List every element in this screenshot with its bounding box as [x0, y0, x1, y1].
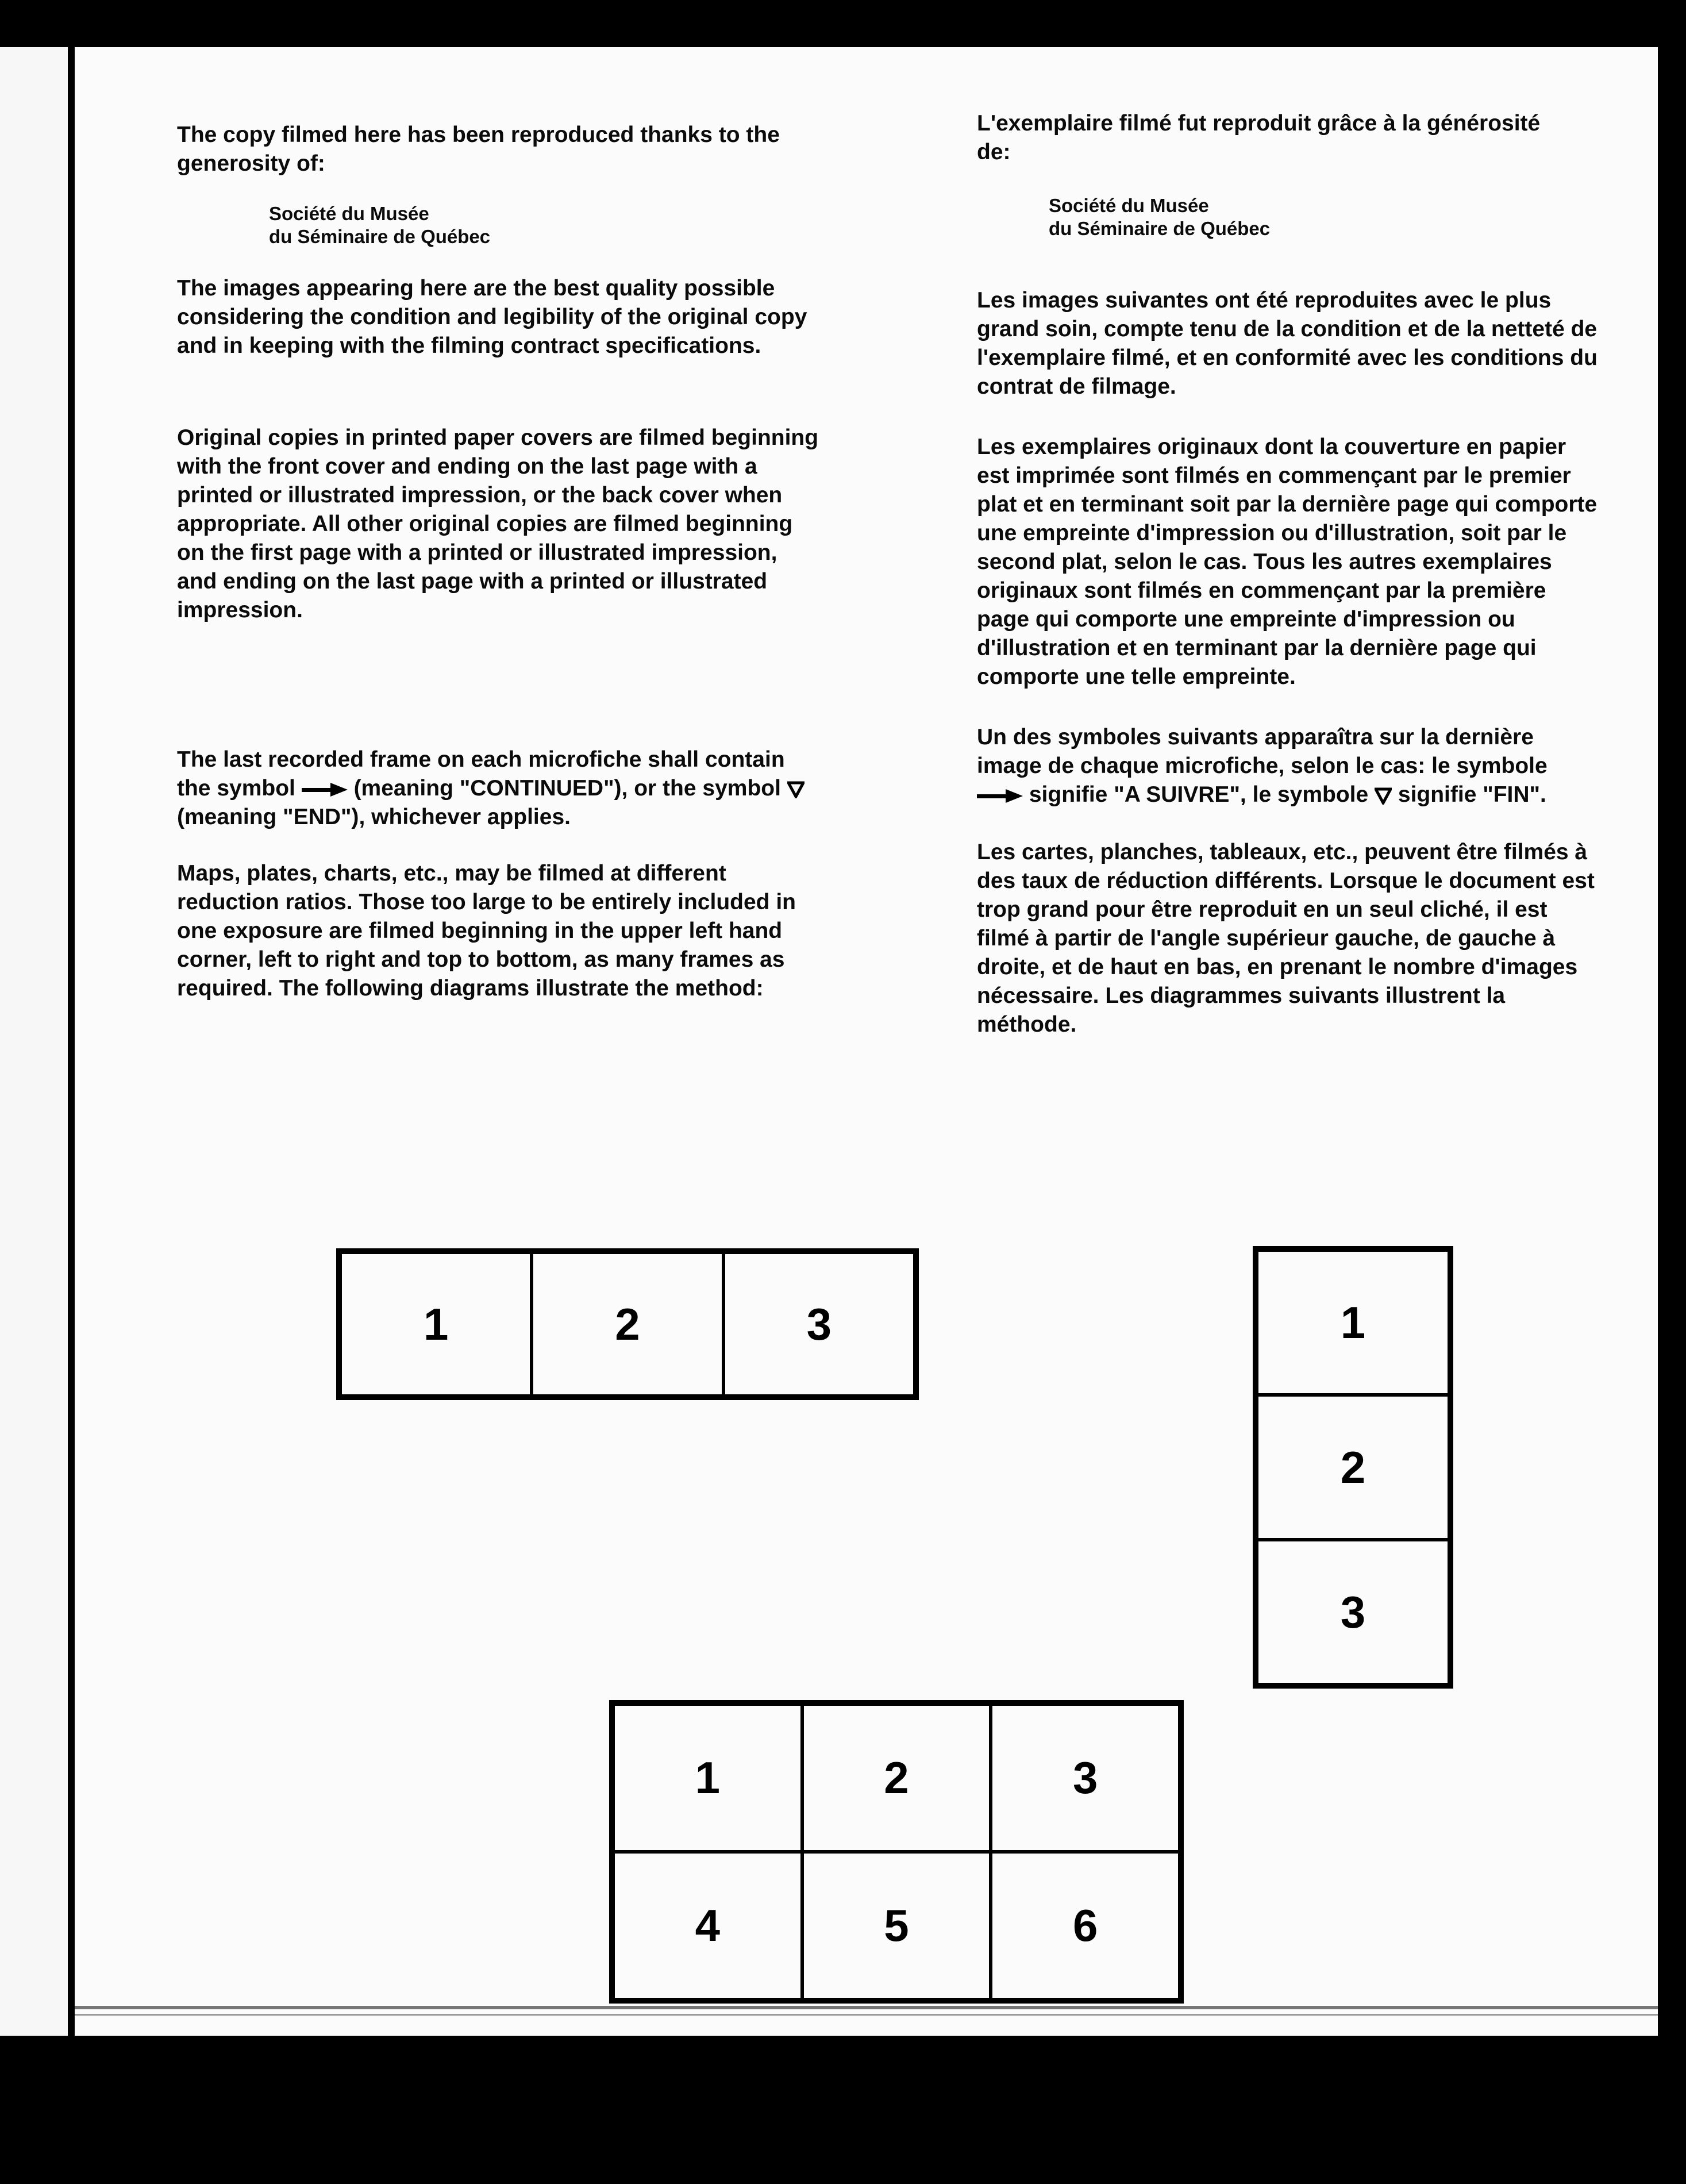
frame-cell: 2: [532, 1252, 723, 1396]
english-originals: Original copies in printed paper covers are filmed beginning with the front cover and ending on the last page with a printed or illustrated impression, or the back cover when appropriate. All other original copies are filmed beginning on the first page with a printed or illustrated impression, and ending on the last page with a printed or illustrated impression.: [177, 425, 819, 622]
frame-cell: 2: [1257, 1395, 1449, 1540]
french-maps: Les cartes, planches, tableaux, etc., peuvent être filmés à des taux de réduction différents. Lorsque le document est trop grand pour être reproduit en un seul cliché, il est filmé à partir de l'angle supérieur gauche, de gauche à droite, et de haut en bas, en prenant le nombre d'images nécessaire. Les diagrammes suivants illustrent la méthode.: [977, 840, 1595, 1037]
frame-cell: 3: [991, 1704, 1180, 1852]
french-symbol-text-1: Un des symboles suivants apparaîtra sur la dernière image de chaque microfiche, selon le cas: le symbole: [977, 725, 1548, 778]
vertical-frame-diagram: [1253, 1246, 1453, 1689]
frame-cell: 2: [802, 1704, 991, 1852]
english-symbol-note: [177, 745, 821, 832]
french-credit-line2: du Séminaire de Québec: [1049, 218, 1271, 239]
frame-cell: 4: [613, 1852, 802, 2000]
frame-cell: 5: [802, 1852, 991, 2000]
french-credit-line1: Société du Musée: [1049, 195, 1209, 216]
english-symbol-text-3: (meaning "END"), whichever applies.: [177, 805, 571, 829]
triangle-down-icon: [787, 781, 804, 798]
grid-frame-diagram: [609, 1700, 1184, 2004]
english-credit-line2: du Séminaire de Québec: [269, 226, 491, 247]
english-intro: The copy filmed here has been reproduced thanks to the generosity of:: [177, 122, 780, 176]
english-credit: [269, 202, 901, 248]
frame-cell: 3: [723, 1252, 915, 1396]
english-column: [177, 121, 901, 1003]
frame-cell: 6: [991, 1852, 1180, 2000]
french-credit: [1049, 194, 1626, 240]
english-quality: The images appearing here are the best quality possible considering the condition and legibility of the original copy and in keeping with the filming contract specifications.: [177, 276, 807, 358]
frame-cell: 3: [1257, 1540, 1449, 1685]
french-column: [977, 109, 1626, 1039]
arrow-icon: [977, 788, 1023, 804]
english-symbol-text-1: The last recorded frame on each microfiche shall contain the symbol: [177, 747, 785, 801]
english-maps: Maps, plates, charts, etc., may be filmed at different reduction ratios. Those too large to be entirely included in one exposure are filmed beginning in the upper left hand corner, left to right and top to bottom, as many frames as required. The following diagrams illustrate the method:: [177, 861, 796, 1001]
french-symbol-text-2: signifie "A SUIVRE", le symbole: [1029, 782, 1369, 807]
french-quality: Les images suivantes ont été reproduites avec le plus grand soin, compte tenu de la condition et de la netteté de l'exemplaire filmé, et en conformité avec les conditions du contrat de filmage.: [977, 288, 1598, 399]
film-edge-line: [75, 2006, 1658, 2009]
film-edge-line: [75, 2014, 1658, 2016]
french-symbol-text-3: signifie "FIN".: [1398, 782, 1546, 807]
english-symbol-text-2: (meaning "CONTINUED"), or the symbol: [353, 776, 781, 801]
arrow-icon: [302, 782, 348, 798]
triangle-down-icon: [1375, 787, 1392, 805]
french-symbol-note: [977, 723, 1598, 809]
french-originals: Les exemplaires originaux dont la couverture en papier est imprimée sont filmés en commençant par le premier plat et en terminant soit par la dernière page qui comporte une empreinte d'impression ou d'illustration, soit par le second plat, selon le cas. Tous les autres exemplaires originaux sont filmés en commençant par la première page qui comporte une empreinte d'impression ou d'illustration et en terminant par la dernière page qui comporte une telle empreinte.: [977, 435, 1598, 689]
horizontal-frame-diagram: [336, 1248, 919, 1400]
microfiche-target-page: [75, 47, 1658, 2036]
english-credit-line1: Société du Musée: [269, 203, 429, 224]
frame-cell: 1: [340, 1252, 532, 1396]
adjacent-frame-edge: [0, 47, 68, 2036]
frame-cell: 1: [613, 1704, 802, 1852]
french-intro: L'exemplaire filmé fut reproduit grâce à la générosité de:: [977, 111, 1541, 164]
frame-cell: 1: [1257, 1250, 1449, 1395]
